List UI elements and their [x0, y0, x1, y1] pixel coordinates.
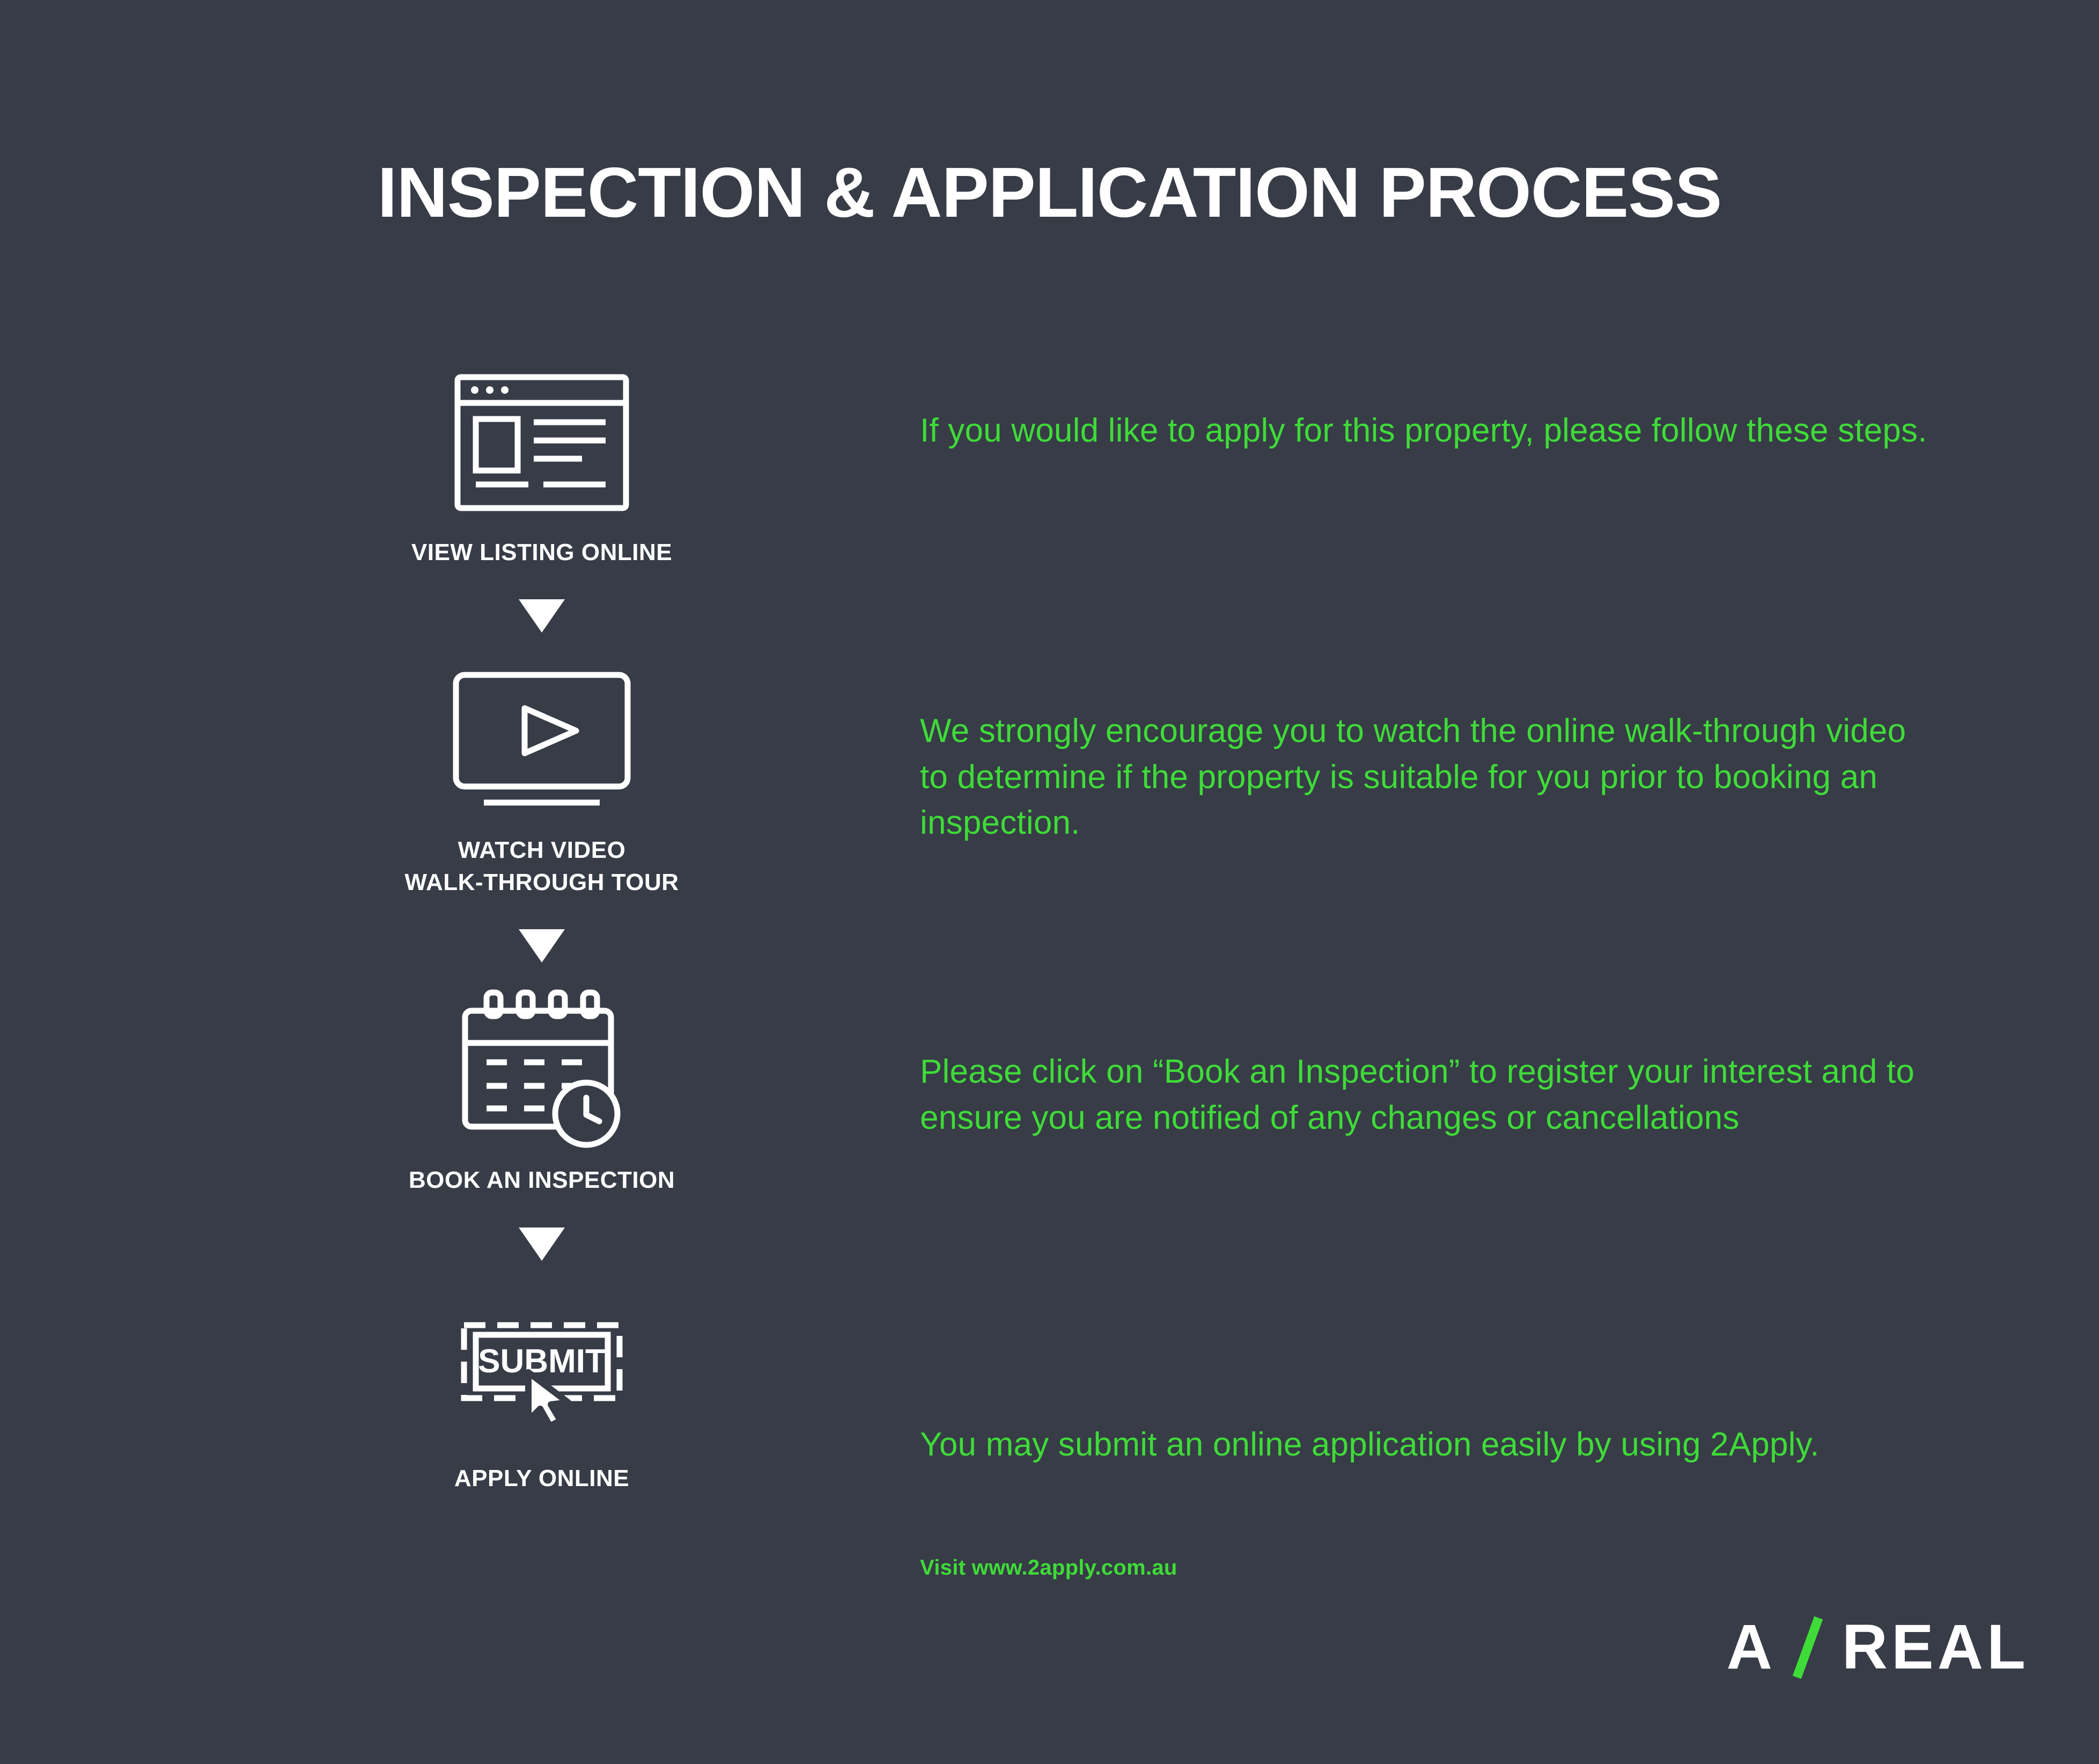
step-view-listing-online [370, 354, 713, 568]
copy-block-1: If you would like to apply for this property, please follow these steps. [920, 412, 1927, 449]
step-label: BOOK AN INSPECTION [408, 1167, 675, 1194]
flow-arrow-3 [370, 1228, 713, 1261]
calendar-clock-icon [370, 982, 713, 1159]
logo-slash-icon [1776, 1615, 1840, 1679]
step-apply-online [370, 1280, 713, 1494]
logo-wordmark: REAL [1842, 1612, 2029, 1682]
step-label-line2: WALK-THROUGH TOUR [404, 869, 679, 895]
flow-arrow-2 [370, 929, 713, 962]
brand-logo [1727, 1611, 2029, 1684]
copy-block-2: We strongly encourage you to watch the online walk-through video to determine if the property is suitable for you prior to booking an inspection. [920, 712, 1906, 842]
video-play-icon [370, 652, 713, 829]
browser-listing-icon [370, 354, 713, 531]
svg-text:SUBMIT: SUBMIT [478, 1342, 606, 1380]
process-steps [370, 354, 713, 1494]
step-label: APPLY ONLINE [454, 1465, 630, 1491]
page-title: INSPECTION & APPLICATION PROCESS [377, 153, 1722, 232]
step-label-line1: WATCH VIDEO [458, 837, 626, 864]
copy-block-4: You may submit an online application easily by using 2Apply. [920, 1426, 1820, 1463]
flow-arrow-1 [370, 599, 713, 633]
logo-letter-a: A [1726, 1612, 1773, 1682]
visit-url-text[interactable]: Visit www.2apply.com.au [920, 1556, 1177, 1579]
step-book-an-inspection [370, 982, 713, 1196]
step-watch-video-walkthrough [370, 652, 713, 898]
step-label: VIEW LISTING ONLINE [411, 539, 673, 565]
submit-button-cursor-icon [370, 1280, 713, 1457]
copy-block-3: Please click on “Book an Inspection” to register your interest and to ensure you are notified of any changes or cancellations [920, 1053, 1915, 1136]
